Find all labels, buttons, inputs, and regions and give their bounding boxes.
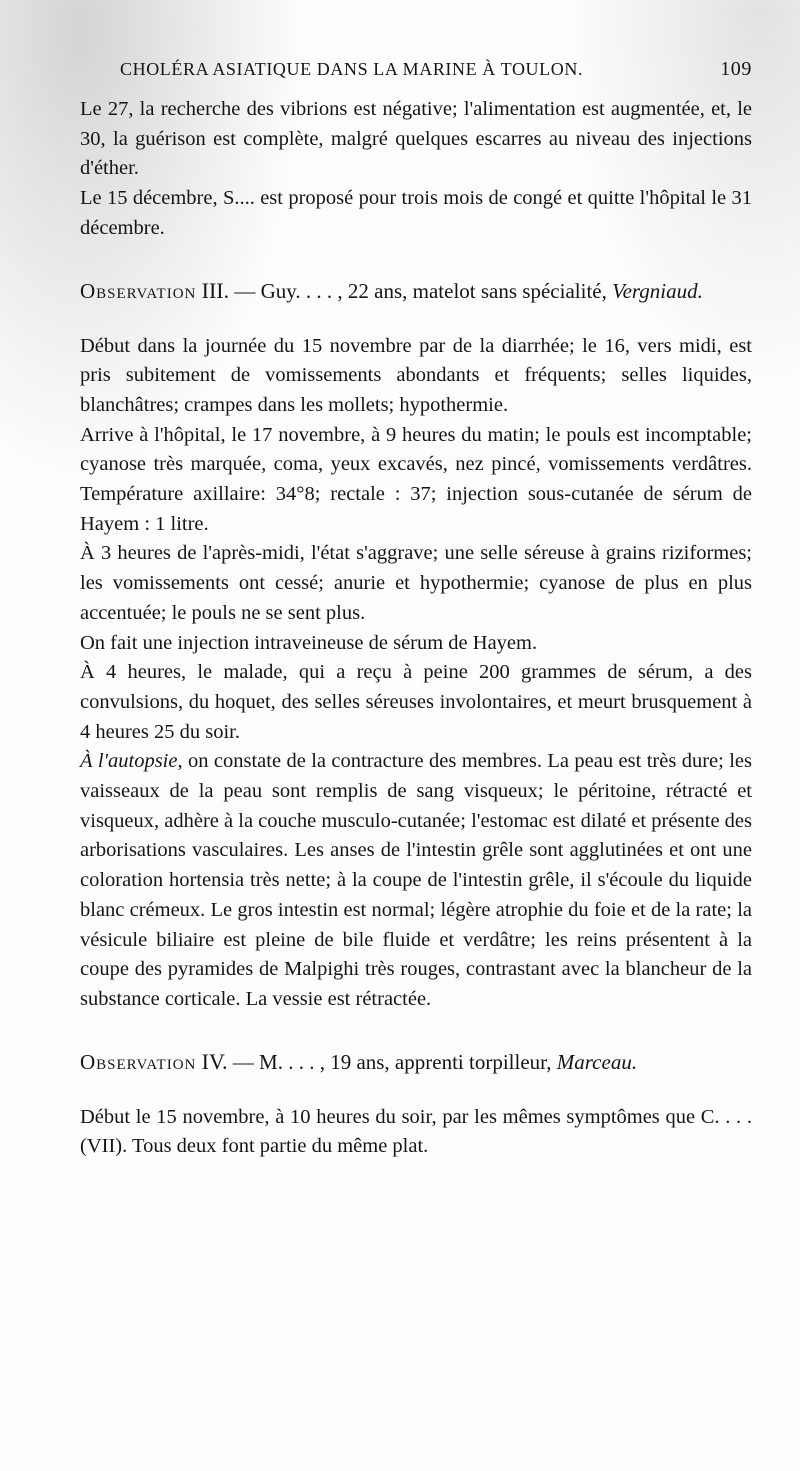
observation-ship: Marceau.	[556, 1049, 638, 1074]
paragraph	[80, 629, 752, 659]
observation-label: Observation	[80, 1049, 197, 1074]
observation-label: Observation	[80, 278, 197, 303]
paragraph-text: Début le 15 novembre, à 10 heures du soir, par les mêmes symptômes que C. . . . (VII). Tous deux font partie du même plat.	[80, 1105, 752, 1158]
paragraph-text: Début dans la journée du 15 novembre par de la diarrhée; le 16, vers midi, est pris subitement de vomissements abondants et fréquents; selles liquides, blanchâtres; crampes dans les mollets; hypothermie.	[80, 334, 752, 416]
paragraph	[80, 184, 752, 243]
observation-subject: — Guy. . . . , 22 ans, matelot sans spécialité,	[229, 278, 613, 303]
paragraph-text: Arrive à l'hôpital, le 17 novembre, à 9 heures du matin; le pouls est incomptable; cyanose très marquée, coma, yeux excavés, nez pincé, vomissements verdâtres. Température axillaire: 34°8; rectale : 37; injection sous-cutanée de sérum de Hayem : 1 litre.	[80, 423, 752, 535]
paragraph	[80, 332, 752, 421]
paragraph	[80, 1103, 752, 1162]
observation-number: III.	[201, 277, 230, 303]
observation-ship: Vergniaud.	[612, 278, 703, 303]
page-number: 109	[720, 58, 752, 80]
observation-heading	[80, 276, 752, 306]
paragraph	[80, 539, 752, 628]
observation-subject: — M. . . . , 19 ans, apprenti torpilleur,	[227, 1049, 557, 1074]
paragraph-text: Le 27, la recherche des vibrions est négative; l'alimentation est augmentée, et, le 30, la guérison est complète, malgré quelques escarres au niveau des injections d'éther.	[80, 98, 752, 180]
paragraph-text: À 3 heures de l'après-midi, l'état s'aggrave; une selle séreuse à grains riziformes; les vomissements ont cessé; anurie et hypothermie; cyanose de plus en plus accentuée; le pouls ne se sent plus.	[80, 542, 752, 624]
paragraph	[80, 421, 752, 540]
paragraph-text: on constate de la contracture des membres. La peau est très dure; les vaisseaux de la peau sont remplis de sang visqueux; le péritoine, rétracté et visqueux, adhère à la couche musculo-cutanée; l'estomac est dilaté et présente des arborisations vasculaires. Les anses de l'intestin grêle sont agglutinées et ont une coloration hortensia très nette; à la coupe de l'intestin grêle, il s'écoule du liquide blanc crémeux. Le gros intestin est normal; légère atrophie du foie et de la rate; la vésicule biliaire est pleine de bile fluide et verdâtre; les reins présentent à la coupe des pyramides de Malpighi très rouges, contrastant avec la blancheur de la substance corticale. La vessie est rétractée.	[80, 750, 752, 1010]
observation-heading	[80, 1047, 752, 1077]
paragraph-text: Le 15 décembre, S.... est proposé pour trois mois de congé et quitte l'hôpital le 31 décembre.	[80, 187, 752, 239]
paragraph-text: À 4 heures, le malade, qui a reçu à peine 200 grammes de sérum, a des convulsions, du hoquet, des selles séreuses involontaires, et meurt brusquement à 4 heures 25 du soir.	[80, 661, 752, 743]
paragraph-text: On fait une injection intraveineuse de sérum de Hayem.	[80, 631, 538, 654]
running-header	[120, 58, 752, 81]
paragraph	[80, 658, 752, 747]
autopsy-lead: À l'autopsie,	[80, 750, 183, 773]
paragraph	[80, 747, 752, 1014]
paragraph	[80, 95, 752, 184]
observation-number: IV.	[201, 1048, 228, 1074]
running-title: CHOLÉRA ASIATIQUE DANS LA MARINE À TOULON.	[120, 59, 584, 79]
